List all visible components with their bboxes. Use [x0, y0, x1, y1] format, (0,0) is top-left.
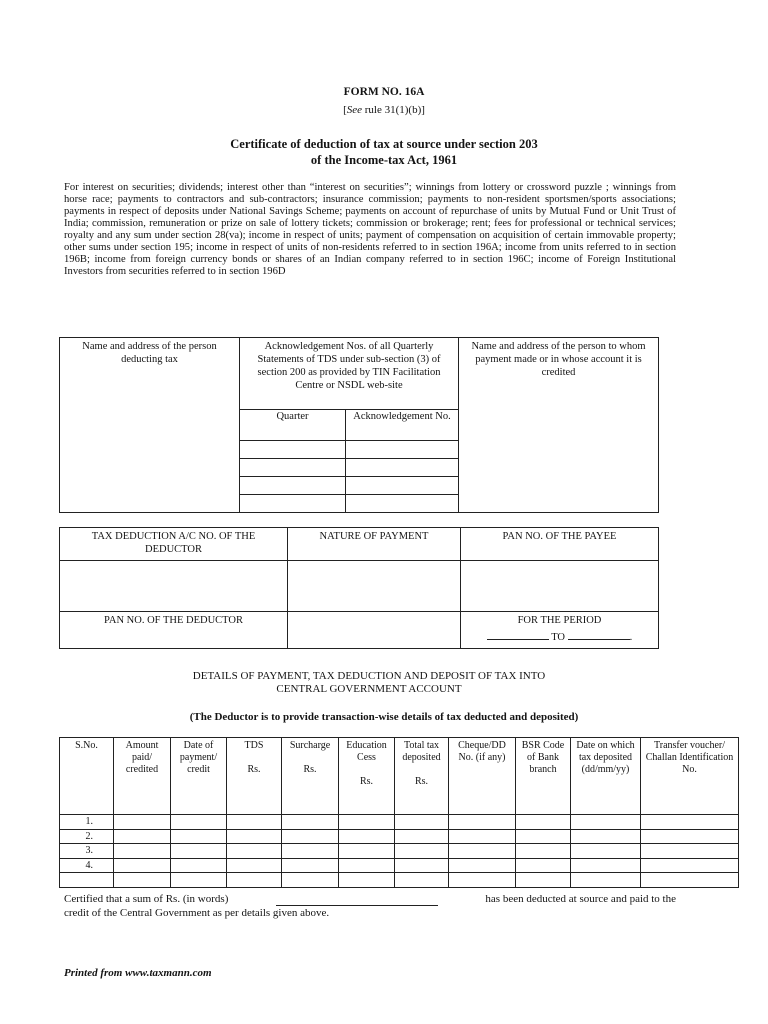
- intro-paragraph: For interest on securities; dividends; interest other than “interest on securities”; winnings from lottery or crossword puzzle ; winnings from horse race; payments to contractors and sub-contractors; insurance commission; payments to non-resident sportsmen/sports associations; payments in respect of deposits under National Savings Scheme; payments on account of repurchase of units by Mutual Fund or Unit Trust of India; commission, remuneration or prize on sale of lottery tickets; commission or brokerage; rent; fees for professional or technical services; royalty and any sum under section 28(va); income in respect of units; payment of compensation on acquisition of certain immovable property; other sums under section 195; income in respect of units of non-residents referred to in section 196A; income from units referred to in section 196B; income from foreign currency bonds or shares of an Indian company referred to in section 196C; income of Foreign Institutional Investors from securities referred to in section 196D: [64, 182, 676, 277]
- details-column-header: Cheque/DD No. (if any): [449, 738, 516, 815]
- table-cell: [571, 844, 641, 859]
- table-cell: [516, 873, 571, 888]
- certification: [64, 892, 676, 920]
- quarter-cell: [240, 459, 346, 477]
- certify-part2: has been deducted at source and paid to the: [485, 893, 676, 905]
- table-cell: [114, 844, 171, 859]
- table-cell: [171, 873, 227, 888]
- payment-details-table: [59, 737, 739, 888]
- form-title-line2: of the Income-tax Act, 1961: [310, 153, 458, 167]
- ack-no-cell: [346, 495, 459, 513]
- ack-no-header: Acknowledgement No.: [346, 410, 459, 441]
- table-cell: [227, 873, 282, 888]
- table-cell: [395, 844, 449, 859]
- details-column-header: Date on which tax deposited (dd/mm/yy): [571, 738, 641, 815]
- details-column-header: Date of payment/ credit: [171, 738, 227, 815]
- details-instruction: (The Deductor is to provide transaction-wise details of tax deducted and deposited): [189, 711, 579, 723]
- table-cell: [227, 858, 282, 873]
- table-cell: [339, 829, 395, 844]
- payee-name-cell: [459, 338, 659, 513]
- table-cell: [449, 873, 516, 888]
- table-row: [60, 829, 739, 844]
- table-cell: [339, 873, 395, 888]
- period-from-blank: [487, 639, 549, 640]
- table-cell: [227, 844, 282, 859]
- table-cell: [60, 873, 114, 888]
- table-cell: [516, 858, 571, 873]
- row-serial-number: 3.: [60, 844, 114, 859]
- details-column-header: Transfer voucher/ Challan Identification No.: [641, 738, 739, 815]
- table-cell: [641, 815, 739, 830]
- table-cell: [171, 815, 227, 830]
- table-cell: [171, 829, 227, 844]
- table-cell: [282, 815, 339, 830]
- ack-no-cell: [346, 477, 459, 495]
- table-cell: [395, 815, 449, 830]
- details-column-header: Surcharge Rs.: [282, 738, 339, 815]
- table-cell: [641, 858, 739, 873]
- table-cell: [571, 873, 641, 888]
- table-cell: [227, 815, 282, 830]
- table-cell: [395, 858, 449, 873]
- form-number: FORM NO. 16A: [343, 86, 425, 98]
- table-cell: [227, 829, 282, 844]
- table-cell: [114, 829, 171, 844]
- rule-prefix: See: [346, 104, 362, 116]
- table-row: [60, 858, 739, 873]
- certify-part1: Certified that a sum of Rs. (in words): [64, 893, 229, 905]
- row-serial-number: 4.: [60, 858, 114, 873]
- table-cell: [114, 858, 171, 873]
- ack-header: Acknowledgement Nos. of all Quarterly Statements of TDS under sub-section (3) of section 200 as provided by TIN Facilitation Centre or NSDL web-site: [257, 341, 441, 391]
- table-cell: [339, 858, 395, 873]
- details-column-header: TDS Rs.: [227, 738, 282, 815]
- nature-value-cell: [288, 561, 461, 612]
- table-cell: [339, 815, 395, 830]
- table-cell: [282, 873, 339, 888]
- table-cell: [571, 815, 641, 830]
- pan-payee-value-cell: [461, 561, 659, 612]
- printed-from-footer: Printed from www.taxmann.com: [64, 967, 212, 979]
- pan-deductor-spacer: [288, 612, 461, 649]
- ack-no-cell: [346, 459, 459, 477]
- deductor-name-cell: [60, 338, 240, 513]
- details-column-header: BSR Code of Bank branch: [516, 738, 571, 815]
- table-cell: [449, 844, 516, 859]
- details-column-header: S.No.: [60, 738, 114, 815]
- table-cell: [339, 844, 395, 859]
- period-to-label: TO: [551, 632, 565, 643]
- table-cell: [641, 873, 739, 888]
- certification-line2: credit of the Central Government as per details given above.: [64, 907, 330, 919]
- details-column-header: Total tax deposited Rs.: [395, 738, 449, 815]
- form-title-line1: Certificate of deduction of tax at source under section 203: [230, 137, 538, 151]
- table-cell: [516, 844, 571, 859]
- table-cell: [282, 829, 339, 844]
- table-row: [60, 873, 739, 888]
- table-cell: [449, 815, 516, 830]
- row-serial-number: 1.: [60, 815, 114, 830]
- table-cell: [641, 844, 739, 859]
- row-serial-number: 2.: [60, 829, 114, 844]
- tan-header: TAX DEDUCTION A/C NO. OF THE DEDUCTOR: [60, 528, 288, 561]
- tan-pan-table: [59, 527, 659, 649]
- quarter-cell: [240, 477, 346, 495]
- deductor-table: [59, 337, 659, 513]
- details-heading-line2: CENTRAL GOVERNMENT ACCOUNT: [276, 683, 462, 695]
- table-cell: [641, 829, 739, 844]
- period-range: TO .: [465, 631, 654, 644]
- table-cell: [571, 829, 641, 844]
- period-header: FOR THE PERIOD: [517, 615, 602, 626]
- rule-text: rule 31(1)(b): [362, 104, 422, 116]
- details-header-row: [60, 738, 739, 815]
- ack-header-cell: [240, 338, 459, 410]
- table-cell: [449, 858, 516, 873]
- quarter-cell: [240, 441, 346, 459]
- nature-of-payment-header: NATURE OF PAYMENT: [288, 528, 461, 561]
- table-cell: [171, 858, 227, 873]
- amount-in-words-blank: [276, 892, 438, 906]
- table-row: [60, 844, 739, 859]
- table-cell: [516, 815, 571, 830]
- table-cell: [114, 873, 171, 888]
- table-cell: [282, 844, 339, 859]
- table-cell: [571, 858, 641, 873]
- payee-name-header: Name and address of the person to whom payment made or in whose account it is credited: [471, 341, 646, 378]
- details-column-header: Amount paid/ credited: [114, 738, 171, 815]
- quarter-cell: [240, 495, 346, 513]
- table-row: [60, 815, 739, 830]
- table-cell: [114, 815, 171, 830]
- table-cell: [449, 829, 516, 844]
- deductor-name-header: Name and address of the person deducting tax: [82, 341, 217, 365]
- pan-payee-header: PAN NO. OF THE PAYEE: [461, 528, 659, 561]
- table-cell: [282, 858, 339, 873]
- period-cell: [461, 612, 659, 649]
- table-cell: [395, 829, 449, 844]
- period-to-blank: [568, 639, 630, 640]
- rule-reference: [See rule 31(1)(b)]: [343, 104, 425, 116]
- details-column-header: Education Cess Rs.: [339, 738, 395, 815]
- certification-line1: [64, 892, 676, 906]
- ack-no-cell: [346, 441, 459, 459]
- details-heading-line1: DETAILS OF PAYMENT, TAX DEDUCTION AND DEPOSIT OF TAX INTO: [192, 670, 546, 682]
- pan-deductor-header: PAN NO. OF THE DEDUCTOR: [60, 612, 288, 649]
- table-cell: [395, 873, 449, 888]
- table-cell: [516, 829, 571, 844]
- quarter-header: Quarter: [240, 410, 346, 441]
- tan-value-cell: [60, 561, 288, 612]
- table-cell: [171, 844, 227, 859]
